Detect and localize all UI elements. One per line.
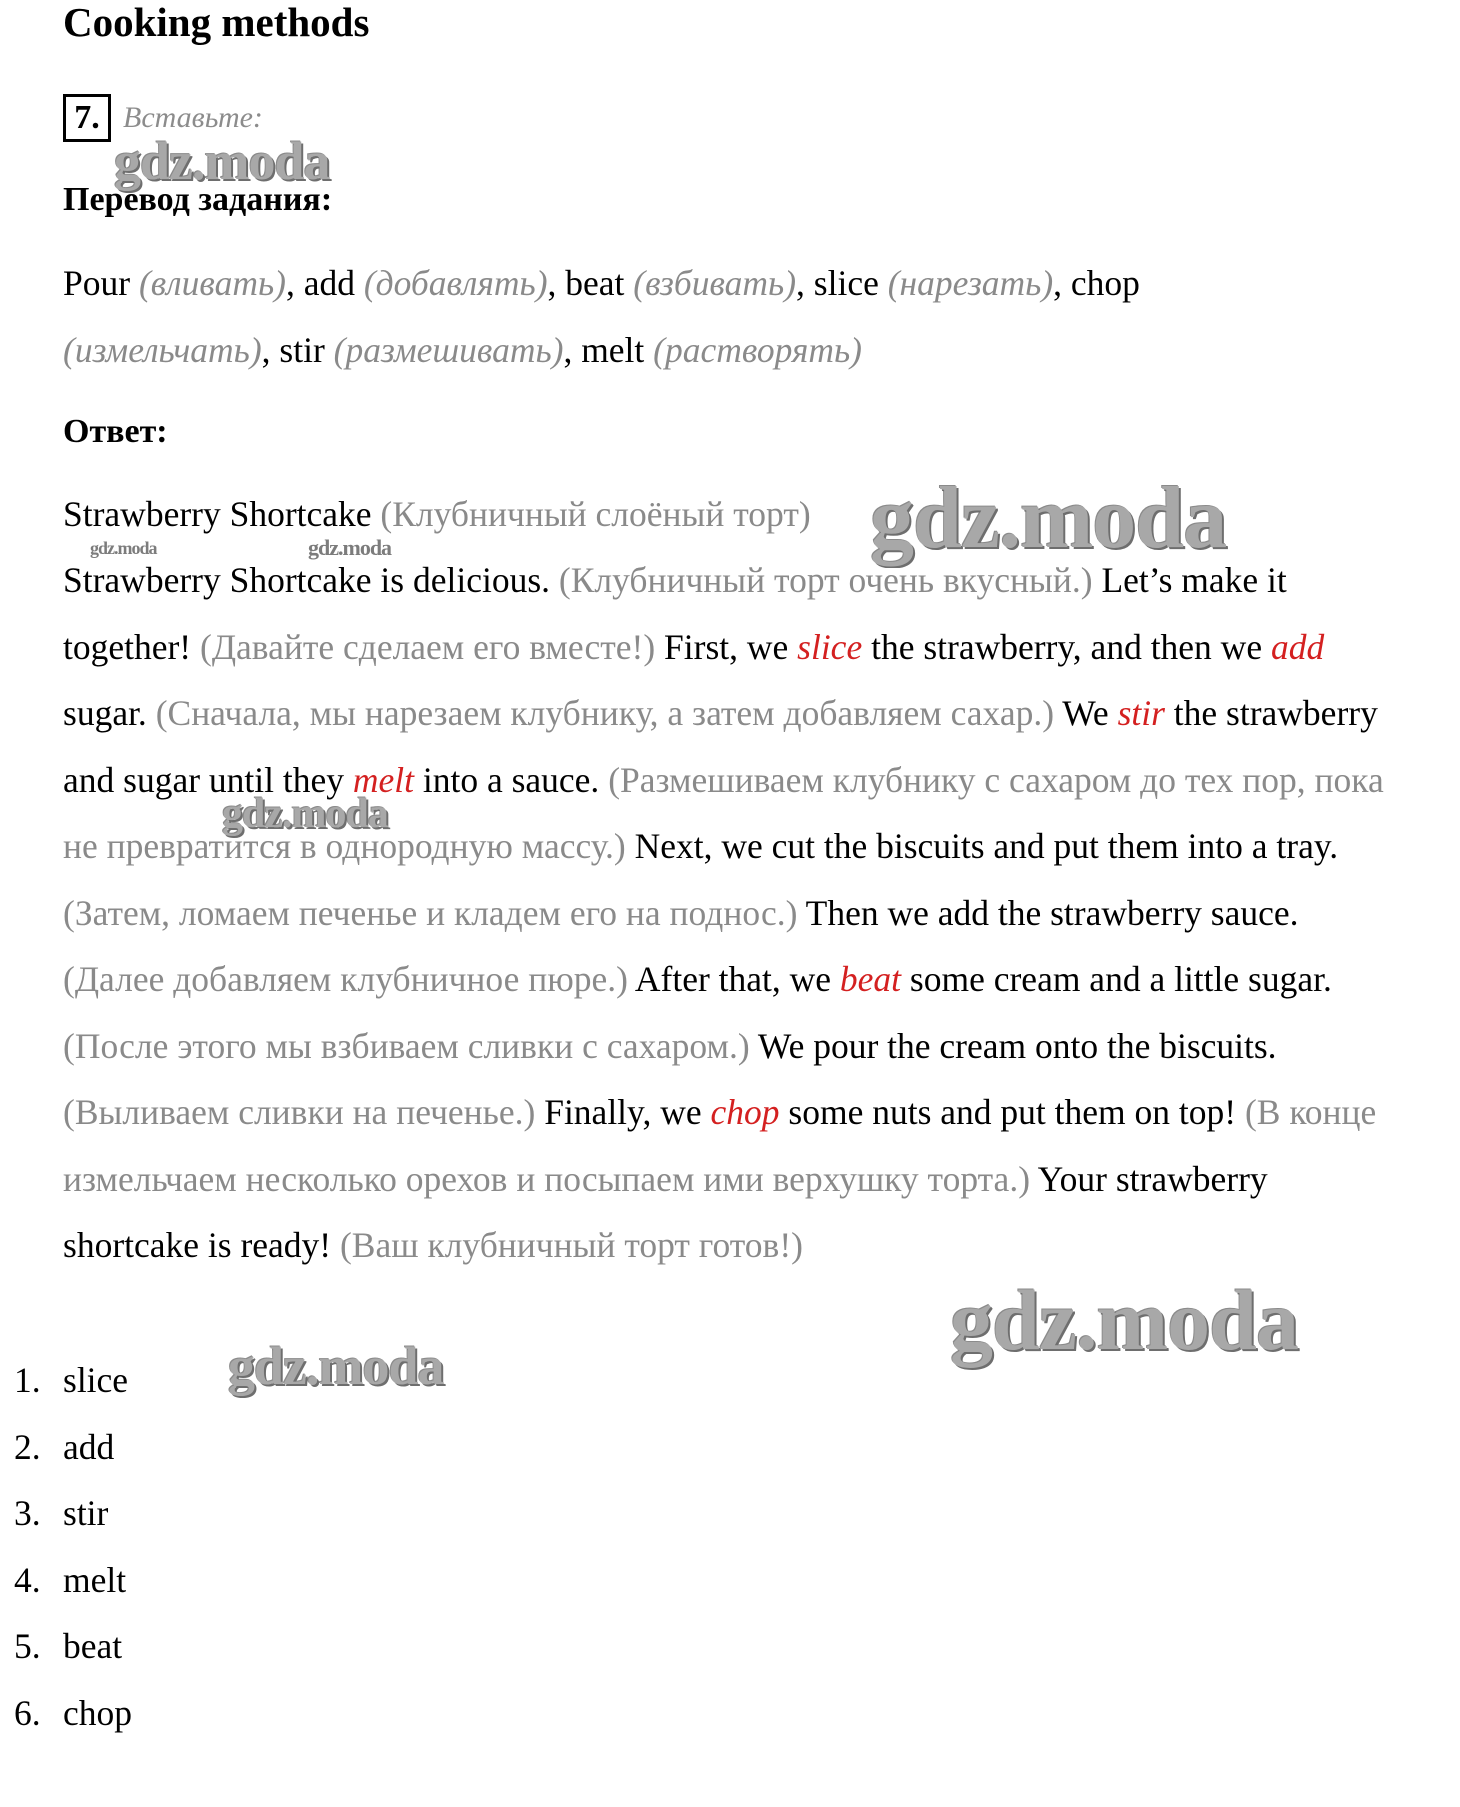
watermark: gdz.moda <box>222 791 388 837</box>
translation-word-en: stir <box>279 329 334 370</box>
answer-inserted-word: melt <box>352 759 414 800</box>
translation-heading: Перевод задания: <box>63 181 333 218</box>
list-item-number: 5. <box>14 1626 41 1666</box>
translation-word-ru: (нарезать) <box>887 263 1054 303</box>
translation-word-ru: (вливать) <box>138 263 286 303</box>
answer-text-en: After that, we <box>627 959 840 999</box>
list-item-number: 3. <box>14 1493 41 1533</box>
list-item-word: add <box>63 1426 115 1467</box>
answer-text-ru: (Сначала, мы нарезаем клубнику, а затем добавляем сахар.) <box>155 693 1055 733</box>
answer-text-ru: (Давайте сделаем его вместе!) <box>200 626 656 667</box>
list-item-number: 2. <box>14 1426 41 1467</box>
answer-text-en: sugar. <box>63 693 156 733</box>
answer-text-ru: (Затем, ломаем печенье и кладем его на поднос.) <box>63 892 798 933</box>
list-item-word: slice <box>63 1360 129 1400</box>
answer-text-en: the strawberry, and then we <box>862 626 1271 667</box>
answer-text-en: We pour the cream onto the biscuits. <box>749 1025 1277 1066</box>
answer-text-en: some nuts and put them on top! <box>779 1092 1245 1132</box>
answer-text-en: Then we add the strawberry sauce. <box>797 892 1299 933</box>
list-item-word: melt <box>63 1559 127 1600</box>
list-item-number: 4. <box>14 1559 41 1600</box>
answer-inserted-word: stir <box>1117 693 1165 733</box>
answer-text-en: Next, we cut the biscuits and put them into a tray. <box>625 826 1339 866</box>
watermark: gdz.moda <box>114 131 330 191</box>
list-item-word: chop <box>63 1692 133 1733</box>
answer-text <box>63 547 1403 1279</box>
answer-text-en: First, we <box>655 626 798 667</box>
watermark: gdz.moda <box>870 470 1227 567</box>
translation-paragraph: Pour (вливать), add (добавлять), beat (взбивать), slice (нарезать), chop (измельчать), stir (размешивать), melt (растворять) <box>63 263 1140 370</box>
answer-title-ru: (Клубничный слоёный торт) <box>380 494 811 534</box>
translation-word-en: slice <box>813 263 888 303</box>
watermark: gdz.moda <box>950 1272 1298 1368</box>
answer-text-en: We <box>1054 693 1118 733</box>
translation-word-ru: (растворять) <box>653 329 862 370</box>
answer-text-ru: (В конце измельчаем несколько орехов и посыпаем ими верхушку торта.) <box>63 1092 1377 1199</box>
list-item-word: stir <box>63 1493 109 1533</box>
answer-text-ru: (Клубничный торт очень вкусный.) <box>558 560 1093 600</box>
answer-inserted-word: add <box>1270 626 1325 667</box>
translation-word-ru: (размешивать) <box>333 329 564 370</box>
task-hint: Вставьте: <box>123 101 263 134</box>
list-item-number: 1. <box>14 1360 41 1400</box>
answer-inserted-word: chop <box>710 1092 780 1132</box>
translation-word-en: melt <box>581 329 654 370</box>
answer-text-ru: (Далее добавляем клубничное пюре.) <box>63 959 628 999</box>
watermark: gdz.moda <box>308 535 392 560</box>
answer-text-en: Finally, we <box>535 1092 711 1132</box>
answer-text-en: Strawberry Shortcake is delicious. <box>63 560 559 600</box>
translation-word-en: Pour <box>63 263 139 303</box>
list-item-word: beat <box>63 1626 123 1666</box>
answer-text-en: the strawberry and sugar until they <box>63 693 1378 800</box>
translation-word-en: beat <box>565 263 634 303</box>
list-item-number: 6. <box>14 1692 41 1733</box>
answer-heading: Ответ: <box>63 413 168 450</box>
translation-word-en: chop <box>1070 263 1140 303</box>
task-number: 7. <box>63 94 111 142</box>
answer-text-ru: (Ваш клубничный торт готов!) <box>339 1225 803 1265</box>
answer-title-en: Strawberry Shortcake <box>63 494 372 534</box>
answer-text-ru: (Выливаем сливки на печенье.) <box>63 1092 536 1132</box>
watermark: gdz.moda <box>228 1336 444 1396</box>
answer-text-ru: (Размешиваем клубнику с сахаром до тех пор, пока не превратится в однородную массу.) <box>63 759 1384 866</box>
translation-word-ru: (добавлять) <box>363 263 548 303</box>
answer-text-en: some cream and a little sugar. <box>901 959 1332 999</box>
answer-inserted-word: slice <box>797 626 863 667</box>
watermark: gdz.moda <box>90 538 157 558</box>
translation-word-en: add <box>303 263 364 303</box>
answer-text-en: into a sauce. <box>413 759 609 800</box>
page-title: Cooking methods <box>63 0 370 45</box>
translation-word-ru: (взбивать) <box>633 263 797 303</box>
answer-text-en: Let’s make it together! <box>63 560 1287 667</box>
translation-word-ru: (измельчать) <box>63 329 262 370</box>
answer-text-ru: (После этого мы взбиваем сливки с сахаром.) <box>63 1025 750 1066</box>
answer-text-en: Your strawberry shortcake is ready! <box>63 1158 1268 1265</box>
answer-inserted-word: beat <box>839 959 902 999</box>
